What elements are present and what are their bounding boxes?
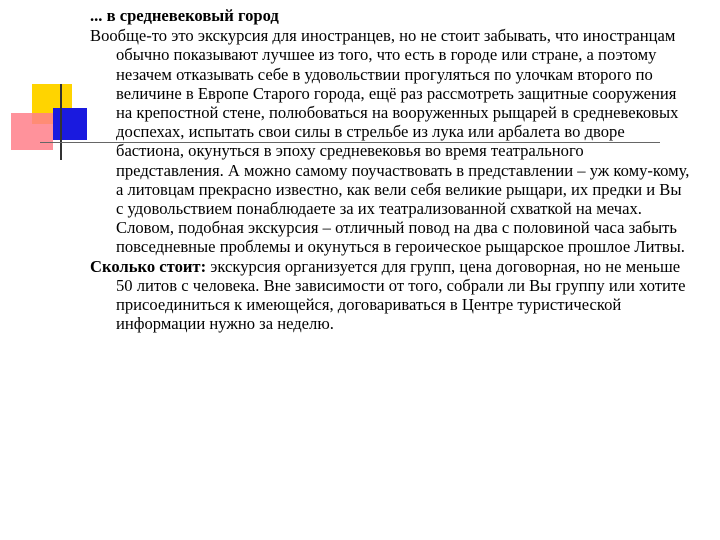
price-text: экскурсия организуется для групп, цена договорная, но не меньше 50 литов с человека. Вне зависимости от того, собрали ли Вы группу или хотите присоединиться к имеющейся, договариваться в Центре туристической информации нужно за неделю.	[116, 256, 686, 334]
excursion-description: Вообще-то это экскурсия для иностранцев, но не стоит забывать, что иностранцам обычно показывают лучшее из того, что есть в городе или стране, а поэтому незачем отказывать себе в удовольствии прогуляться по улочкам второго по величине в Европе Старого города, ещё раз рассмотреть защитные сооружения на крепостной стене, полюбоваться на вооруженных рыщарей в средневековых доспехах, испытать свои силы в стрельбе из лука или арбалета во дворе бастиона, окунуться в эпоху средневековья во время театрального представления. А можно самому поучаствовать в представлении – уж кому-кому, а литовцам прекрасно известно, как вели себя великие рыщари, их предки и Вы с удовольствием понаблюдаете за их театрализованной схваткой на мечах. Словом, подобная экскурсия – отличный повод на два с половиной часа забыть повседневные проблемы и окунуться в героическое рыщарское прошлое Литвы.	[90, 26, 690, 257]
decor-blue-square	[53, 108, 87, 140]
slide-heading: ... в средневековый город	[90, 6, 279, 25]
decor-vertical-line	[60, 84, 62, 160]
price-paragraph	[90, 257, 690, 334]
price-label: Сколько стоит:	[90, 256, 207, 276]
decor-pink-square	[11, 113, 53, 150]
slide-content	[90, 6, 690, 333]
